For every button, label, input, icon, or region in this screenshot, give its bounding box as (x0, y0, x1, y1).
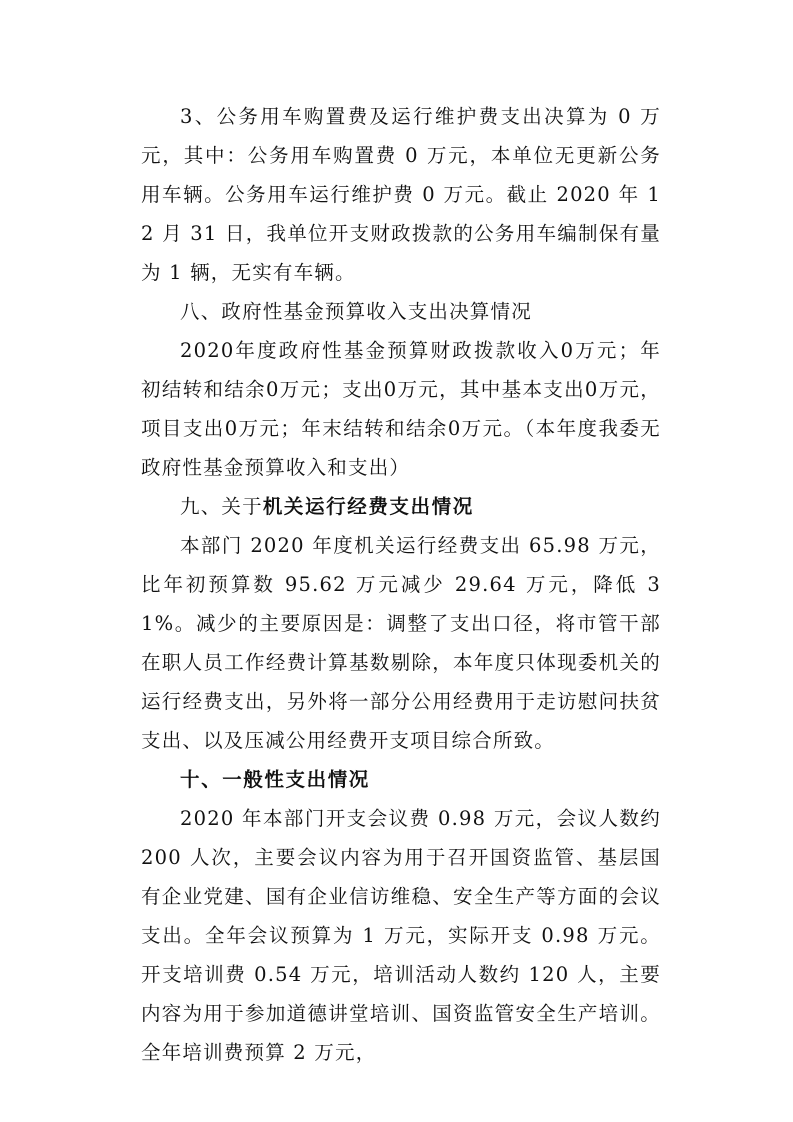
paragraph-government-fund: 2020年度政府性基金预算财政拨款收入0万元；年初结转和结余0万元；支出0万元，其中基本支出0万元，项目支出0万元；年末结转和结余0万元。（本年度我委无政府性基金预算收入和支出） (141, 339, 661, 479)
document-body (141, 97, 661, 1072)
paragraph-vehicle-expenses: 3、公务用车购置费及运行维护费支出决算为 0 万元，其中：公务用车购置费 0 万元，本单位无更新公务用车辆。公务用车运行维护费 0 万元。截止 2020 年 12 月 31 日，我单位开支财政拨款的公务用车编制保有量为 1 辆，无实有车辆。 (141, 105, 661, 284)
heading-section-9-bold: 机关运行经费支出情况 (262, 495, 474, 518)
heading-section-9 (141, 487, 661, 526)
heading-section-8: 八、政府性基金预算收入支出决算情况 (180, 300, 532, 323)
paragraph-general-expenses: 2020 年本部门开支会议费 0.98 万元，会议人数约 200 人次，主要会议内容为用于召开国资监管、基层国有企业党建、国有企业信访维稳、安全生产等方面的会议支出。全年会议预算为 1 万元，实际开支 0.98 万元。开支培训费 0.54 万元，培训活动人数约 120 人，主要内容为用于参加道德讲堂培训、国资监管安全生产培训。全年培训费预算 2 万元， (141, 807, 661, 1064)
heading-section-10: 十、一般性支出情况 (180, 768, 370, 791)
paragraph-operating-expenses: 本部门 2020 年度机关运行经费支出 65.98 万元，比年初预算数 95.62 万元减少 29.64 万元，降低 31%。减少的主要原因是：调整了支出口径，将市管干部在职人员工作经费计算基数剔除，本年度只体现委机关的运行经费支出，另外将一部分公用经费用于走访慰问扶贫支出、以及压减公用经费开支项目综合所致。 (141, 534, 661, 752)
heading-section-9-prefix: 九、关于 (180, 495, 263, 518)
